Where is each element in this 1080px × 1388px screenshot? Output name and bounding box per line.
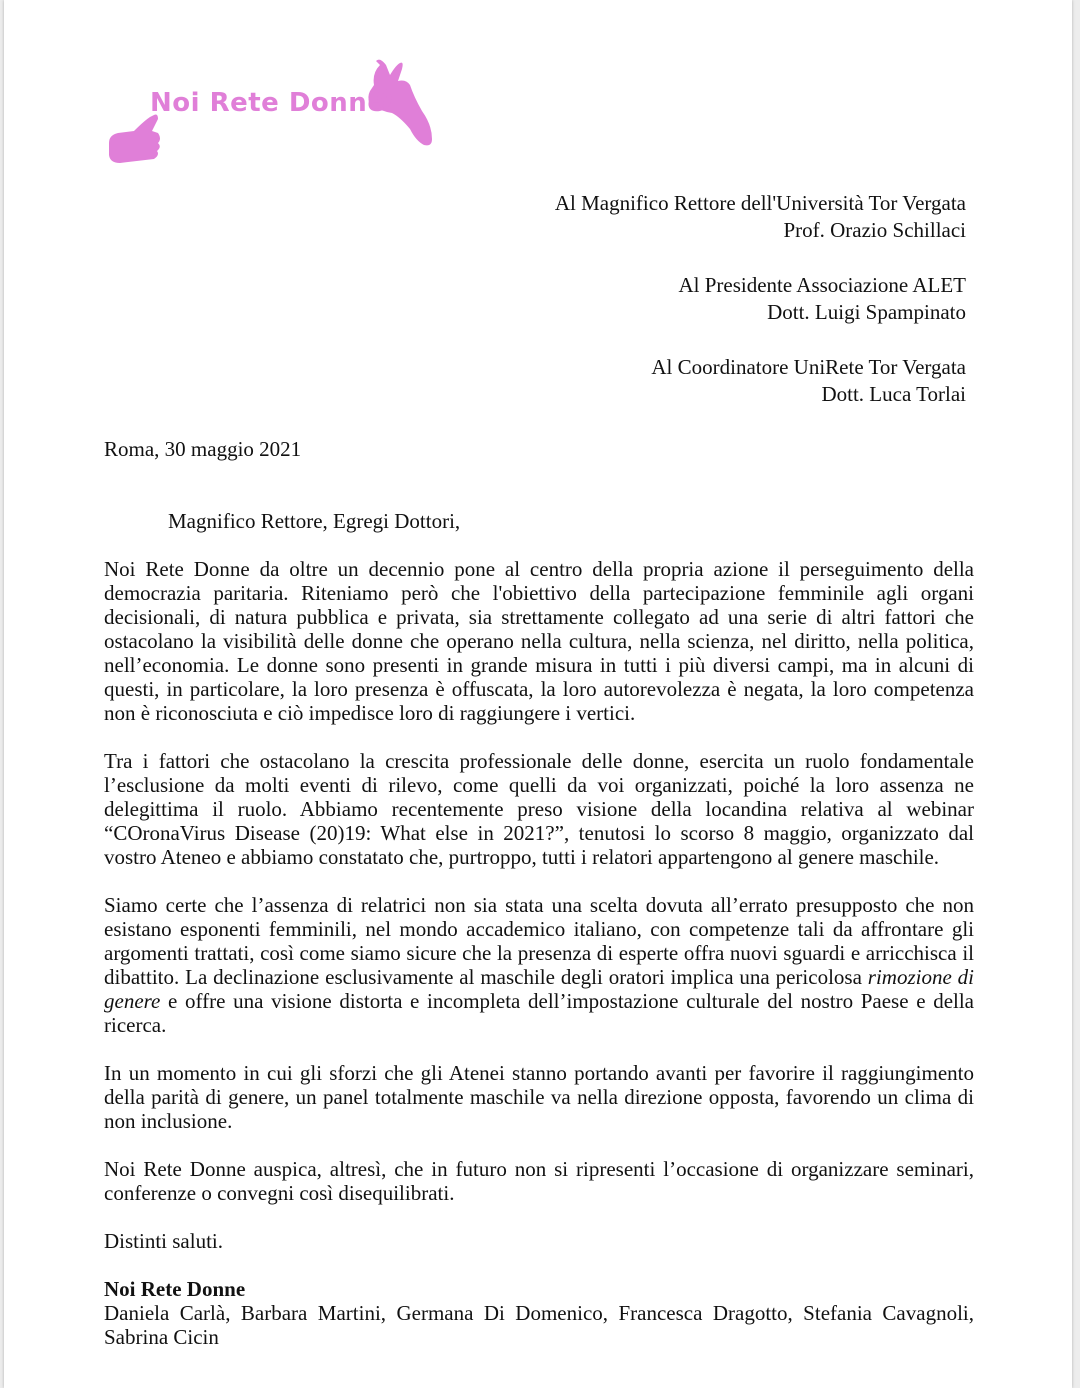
paragraph-5: Noi Rete Donne auspica, altresì, che in futuro non si ripresenti l’occasione di organizzare seminari, conferenze o convegni così disequilibrati.: [104, 1157, 974, 1205]
letter-page: [4, 0, 1072, 1388]
paragraph-2: Tra i fattori che ostacolano la crescita professionale delle donne, esercita un ruolo fondamentale l’esclusione da molti eventi di rilevo, come quelli da voi organizzati, poiché la loro assenza ne delegittima il ruolo. Abbiamo recentemente preso visione della locandina relativa al webinar “COronaVirus Disease (20)19: What else in 2021?”, tenutosi lo scorso 8 maggio, organizzato dal vostro Ateneo e abbiamo constatato che, purtroppo, tutti i relatori appartengono al genere maschile.: [104, 749, 974, 869]
closing: Distinti saluti.: [104, 1229, 224, 1253]
recipient-title: Al Magnifico Rettore dell'Università Tor Vergata: [554, 191, 966, 215]
recipient-rector: [555, 190, 966, 244]
paragraph-3-italic: rimozione di genere: [104, 965, 974, 1013]
letter-date: Roma, 30 maggio 2021: [104, 437, 302, 461]
letter-body: [104, 557, 974, 1349]
logo-text: Noi Rete Donne: [150, 88, 386, 118]
recipient-name: Dott. Luigi Spampinato: [767, 300, 966, 324]
recipient-unirete: [555, 354, 966, 408]
recipient-title: Al Coordinatore UniRete Tor Vergata: [651, 355, 966, 379]
paragraph-1: Noi Rete Donne da oltre un decennio pone al centro della propria azione il perseguimento della democrazia paritaria. Riteniamo però che l'obiettivo della partecipazione femminile agli organi decisionali, di natura pubblica e privata, sia strettamente collegato ad una serie di altri fattori che ostacolano la visibilità delle donne che operano nella cultura, nella scienza, nel diritto, nella politica, nell’economia. Le donne sono presenti in grande misura in tutti i più diversi campi, ma in alcuni di questi, in particolare, la loro presenza è offuscata, la loro autorevolezza è negata, la loro competenza non è riconosciuta e ciò impedisce loro di raggiungere i vertici.: [104, 557, 974, 725]
recipient-name: Prof. Orazio Schillaci: [783, 218, 966, 242]
paragraph-4: In un momento in cui gli sforzi che gli Atenei stanno portando avanti per favorire il raggiungimento della parità di genere, un panel totalmente maschile va nella direzione opposta, favorendo un clima di non inclusione.: [104, 1061, 974, 1133]
logo: [104, 55, 439, 175]
signature-org: Noi Rete Donne: [104, 1277, 246, 1301]
salutation: Magnifico Rettore, Egregi Dottori,: [168, 509, 461, 533]
signature-names: Daniela Carlà, Barbara Martini, Germana Di Domenico, Francesca Dragotto, Stefania Cavagnoli, Sabrina Cicin: [104, 1301, 974, 1349]
paragraph-3-text-a: Siamo certe che l’assenza di relatrici non sia stata una scelta dovuta all’errato presupposto che non esistano esponenti femminili, nel mondo accademico italiano, con competenze tali da affrontare gli argomenti trattati, così come siamo sicure che la presenza di esperte offra nuovi sguardi e arricchisca il dibattito. La declinazione esclusivamente al maschile degli oratori implica una pericolosa: [104, 893, 974, 989]
paragraph-3: [104, 893, 974, 1037]
recipient-name: Dott. Luca Torlai: [821, 382, 966, 406]
recipient-alet: [555, 272, 966, 326]
recipients-block: [555, 190, 966, 436]
recipient-title: Al Presidente Associazione ALET: [678, 273, 966, 297]
paragraph-3-text-b: e offre una visione distorta e incompleta dell’impostazione culturale del nostro Paese e della ricerca.: [104, 989, 975, 1037]
